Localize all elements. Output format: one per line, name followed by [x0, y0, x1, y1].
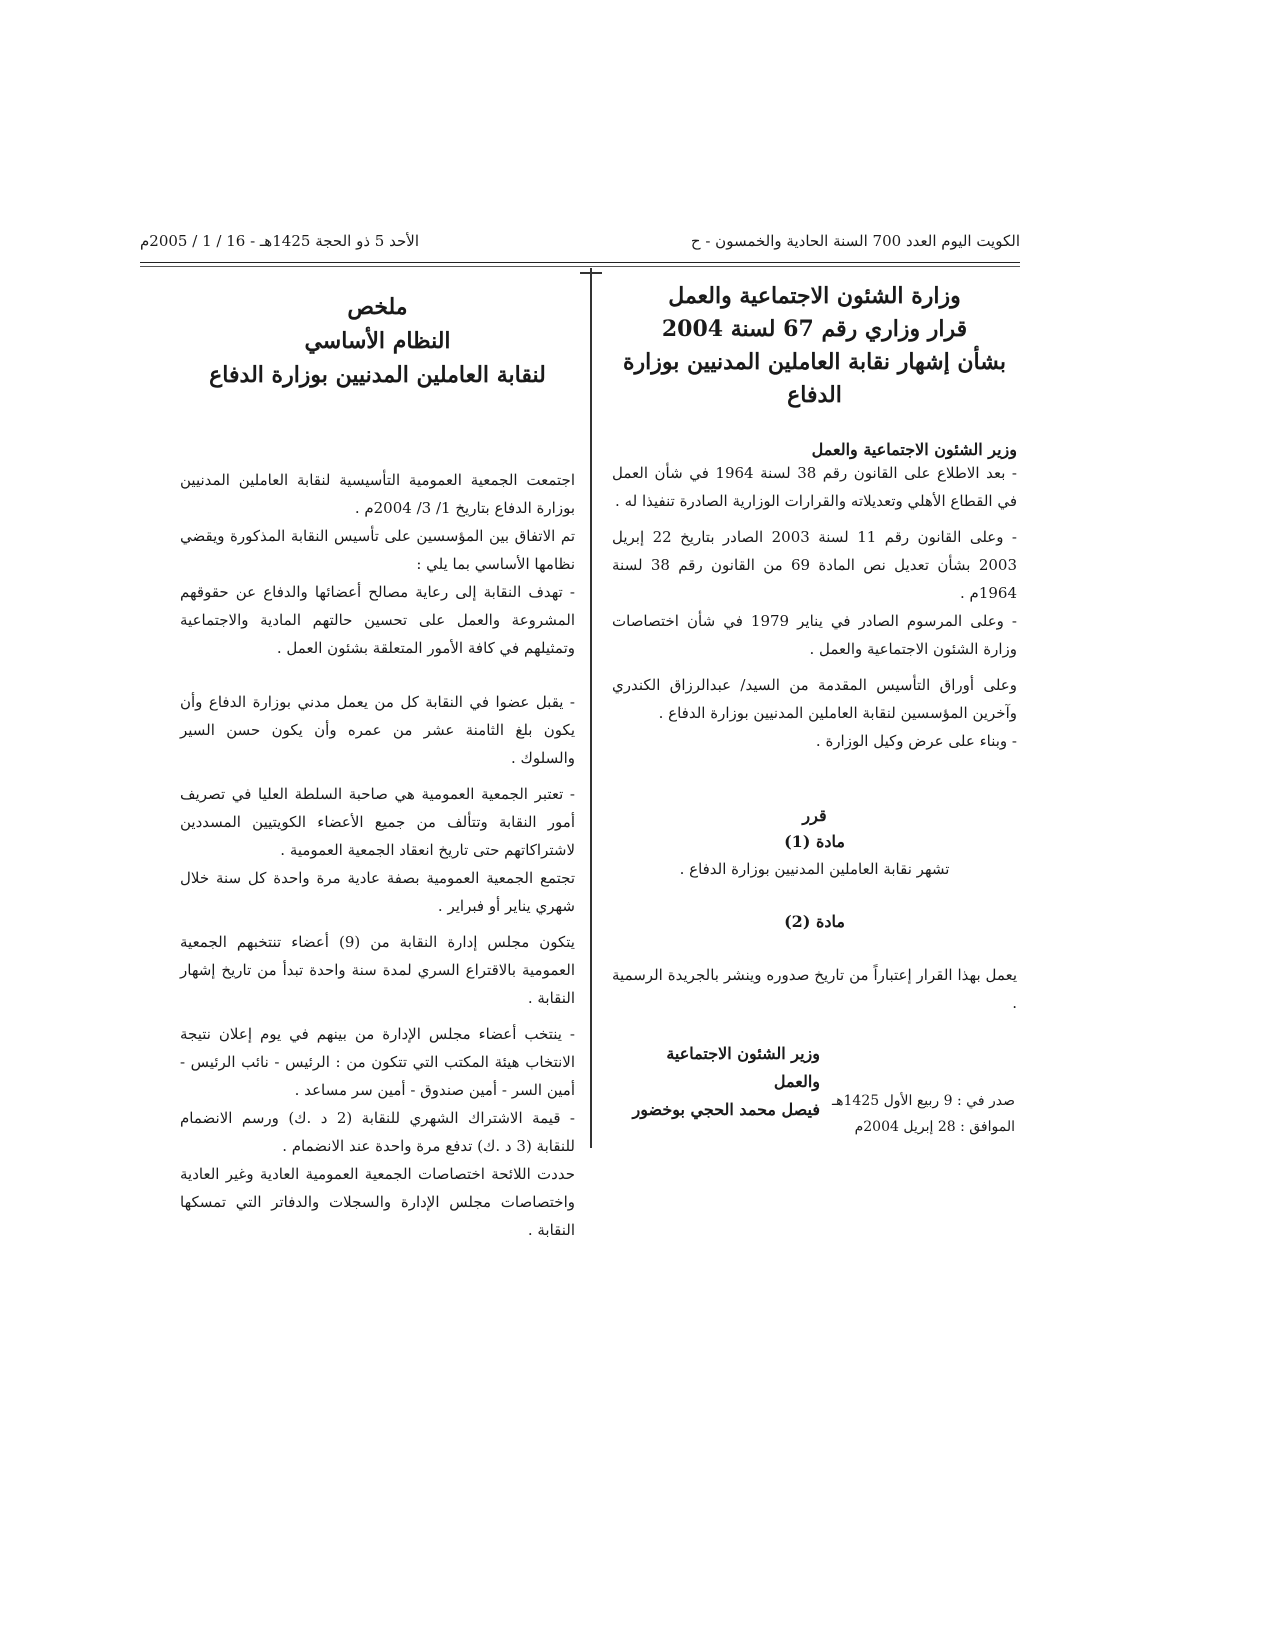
- bylaws-paragraph: - تعتبر الجمعية العمومية هي صاحبة السلطة العليا في تصريف أمور النقابة وتتألف من جميع الأعضاء الكويتيين المسددين لاشتراكاتهم حتى تاريخ انعقاد الجمعية العمومية .: [180, 785, 575, 859]
- preamble-paragraph: وعلى أوراق التأسيس المقدمة من السيد/ عبدالرزاق الكندري وآخرين المؤسسين لنقابة العاملين المدنيين بوزارة الدفاع .: [612, 676, 1017, 722]
- signature-title: وزير الشئون الاجتماعية والعمل: [666, 1044, 820, 1091]
- preamble-paragraph: - وعلى المرسوم الصادر في يناير 1979 في شأن اختصاصات وزارة الشئون الاجتماعية والعمل .: [612, 612, 1017, 658]
- bylaws-label: النظام الأساسي: [304, 328, 451, 354]
- signature-name: فيصل محمد الحجي بوخضور: [632, 1100, 820, 1119]
- article-2-title: مادة (2): [784, 912, 845, 931]
- page-header: [140, 232, 1020, 262]
- minister-heading: وزير الشئون الاجتماعية والعمل: [811, 440, 1017, 459]
- corresponding-date: الموافق : 28 إبريل 2004م: [854, 1119, 1015, 1135]
- header-rule: [140, 262, 1020, 263]
- decision-title: [612, 280, 1017, 412]
- article-1-title: مادة (1): [784, 832, 845, 851]
- preamble-paragraph: - وبناء على عرض وكيل الوزارة .: [815, 732, 1017, 750]
- signature-block: [620, 1040, 820, 1124]
- bylaws-paragraph: - ينتخب أعضاء مجلس الإدارة من بينهم في يوم إعلان نتيجة الانتخاب هيئة المكتب التي تتكون من : الرئيس - نائب الرئيس - أمين السر - أمين صندوق - أمين سر مساعد .: [180, 1025, 575, 1099]
- column-divider-mark: [580, 272, 602, 274]
- bylaws-paragraph: - تهدف النقابة إلى رعاية مصالح أعضائها والدفاع عن حقوقهم المشروعة والعمل على تحسين حالتهم المادية والاجتماعية وتمثيلهم في كافة الأمور المتعلقة بشئون العمل .: [180, 583, 575, 657]
- ministry-name: وزارة الشئون الاجتماعية والعمل: [668, 283, 961, 309]
- summary-title: [180, 290, 575, 392]
- article-1-text: تشهر نقابة العاملين المدنيين بوزارة الدفاع .: [679, 860, 950, 878]
- bylaws-paragraph: يتكون مجلس إدارة النقابة من (9) أعضاء تنتخبهم الجمعية العمومية بالاقتراع السري لمدة سنة واحدة تبدأ من تاريخ إشهار النقابة .: [180, 933, 575, 1007]
- summary-label: ملخص: [347, 294, 408, 320]
- header-publication-info: الكويت اليوم العدد 700 السنة الحادية والخمسون - ح: [690, 232, 1020, 250]
- column-divider: [590, 268, 592, 1148]
- decision-subject: بشأن إشهار نقابة العاملين المدنيين بوزارة الدفاع: [623, 349, 1006, 408]
- decision-number: قرار وزاري رقم 67 لسنة 2004: [661, 316, 968, 342]
- issued-date: صدر في : 9 ربيع الأول 1425هـ: [832, 1093, 1015, 1109]
- preamble-paragraph: - بعد الاطلاع على القانون رقم 38 لسنة 1964 في شأن العمل في القطاع الأهلي وتعديلاته والقرارات الوزارية الصادرة تنفيذا له .: [612, 464, 1017, 510]
- bylaws-paragraph: - قيمة الاشتراك الشهري للنقابة (2 د .ك) ورسم الانضمام للنقابة (3 د .ك) تدفع مرة واحدة عند الانضمام .: [180, 1109, 575, 1155]
- header-date: الأحد 5 ذو الحجة 1425هـ - 16 / 1 / 2005م: [140, 232, 419, 250]
- bylaws-paragraph: حددت اللائحة اختصاصات الجمعية العمومية العادية وغير العادية واختصاصات مجلس الإدارة والسجلات والدفاتر التي تمسكها النقابة .: [180, 1165, 575, 1239]
- bylaws-paragraph: تجتمع الجمعية العمومية بصفة عادية مرة واحدة كل سنة خلال شهري يناير أو فبراير .: [180, 869, 575, 915]
- issue-dates: [820, 1088, 1015, 1140]
- bylaws-paragraph: تم الاتفاق بين المؤسسين على تأسيس النقابة المذكورة ويقضي نظامها الأساسي بما يلي :: [180, 527, 575, 573]
- bylaws-paragraph: - يقبل عضوا في النقابة كل من يعمل مدني بوزارة الدفاع وأن يكون بلغ الثامنة عشر من عمره وأن يكون حسن السير والسلوك .: [180, 693, 575, 767]
- decided-heading: قرر: [802, 806, 827, 825]
- article-2-text: يعمل بهذا القرار إعتباراً من تاريخ صدوره وينشر بالجريدة الرسمية .: [612, 966, 1017, 1012]
- decision-column: [612, 280, 1017, 1017]
- bylaws-summary-column: [180, 290, 575, 1244]
- preamble-paragraph: - وعلى القانون رقم 11 لسنة 2003 الصادر بتاريخ 22 إبريل 2003 بشأن تعديل نص المادة 69 من القانون رقم 38 لسنة 1964م .: [612, 528, 1017, 602]
- bylaws-paragraph: اجتمعت الجمعية العمومية التأسيسية لنقابة العاملين المدنيين بوزارة الدفاع بتاريخ 1/ 3/ 2004م .: [180, 471, 575, 517]
- header-rule-secondary: [140, 266, 1020, 267]
- union-name: لنقابة العاملين المدنيين بوزارة الدفاع: [209, 362, 546, 388]
